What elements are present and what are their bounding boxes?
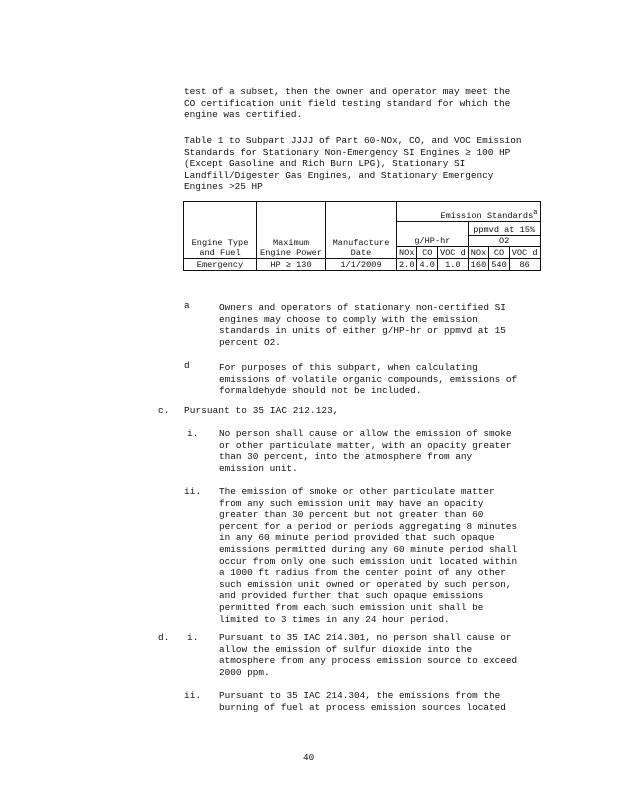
text-line: emissions permitted during any 60 minute period shall xyxy=(219,543,518,555)
text-line: a 1000 ft radius from the center point of any other xyxy=(219,567,506,579)
text-line: permitted from each such emission unit shall be xyxy=(219,601,484,613)
header-label: Engine Type and Fuel xyxy=(191,238,249,258)
text-line: than 30 percent, into the atmosphere from any xyxy=(219,451,473,463)
item-d-i-text xyxy=(219,632,517,678)
text-line: engines may choose to comply with the emission xyxy=(219,313,478,325)
text-line: 2000 ppm. xyxy=(219,666,270,678)
text-line: (Except Gasoline and Rich Burn LPG), Stationary SI xyxy=(184,158,466,170)
unit-co: CO xyxy=(489,247,509,259)
item-d-label: d. xyxy=(158,632,170,643)
cell: 540 xyxy=(489,259,509,271)
intro-paragraph xyxy=(184,86,510,121)
footnote-mark: a xyxy=(184,300,190,311)
text-line: atmosphere from any process emission source to exceed xyxy=(219,655,518,667)
footnote-a xyxy=(219,302,506,348)
text-line: Engines >25 HP xyxy=(184,181,263,193)
cell: Emergency xyxy=(184,259,257,271)
footnote-ref: a xyxy=(533,209,538,218)
text-line: Pursuant to 35 IAC 214.304, the emissions from the xyxy=(219,690,501,701)
item-d-ii-label: ii. xyxy=(184,690,202,701)
unit-nox: NOx xyxy=(468,247,488,259)
cell: 1.0 xyxy=(437,259,468,271)
text-line: and provided further that such opaque emissions xyxy=(219,590,484,602)
text-line: No person shall cause or allow the emission of smoke xyxy=(219,428,512,439)
text-line: The emission of smoke or other particulate matter xyxy=(219,486,495,497)
text-line: CO certification unit field testing standard for which the xyxy=(184,97,511,109)
header-max-power xyxy=(257,202,326,259)
text-line: from any such emission unit may have an opacity xyxy=(219,497,484,509)
unit-voc: VOC d xyxy=(509,247,540,259)
text-line: standards in units of either g/HP-hr or ppmvd at 15 xyxy=(219,325,506,337)
item-c-i-text xyxy=(219,428,512,474)
unit-co: CO xyxy=(417,247,437,259)
item-c-ii-text xyxy=(219,486,517,625)
item-c-ii-label: ii. xyxy=(184,486,202,497)
table-row xyxy=(184,259,541,271)
text-line: Pursuant to 35 IAC 214.301, no person shall cause or xyxy=(219,632,512,643)
text-line: in any 60 minute period provided that such opaque xyxy=(219,532,495,544)
text-line: such emission unit owned or operated by such person, xyxy=(219,578,512,590)
text-line: percent O2. xyxy=(219,336,281,348)
item-d-i-label: i. xyxy=(187,632,199,643)
text-line: emissions of volatile organic compounds, emissions of xyxy=(219,373,518,385)
header-label: Manufacture Date xyxy=(332,238,390,258)
header-label: g/HP-hr xyxy=(414,236,451,246)
emission-standards-table xyxy=(183,201,541,271)
page-number: 40 xyxy=(303,752,315,763)
cell: 2.0 xyxy=(397,259,417,271)
text-line: burning of fuel at process emission sources located xyxy=(219,701,506,713)
header-emission-standards xyxy=(397,202,541,222)
text-line: greater than 30 percent but not greater than 60 xyxy=(219,509,484,521)
text-line: limited to 3 times in any 24 hour period. xyxy=(219,613,450,625)
text-line: formaldehyde should not be included. xyxy=(219,385,422,397)
text-line: Standards for Stationary Non-Emergency SI Engines ≥ 100 HP xyxy=(184,146,511,158)
text-line: test of a subset, then the owner and operator may meet the xyxy=(184,86,511,97)
footnote-mark: d xyxy=(184,360,190,371)
header-label: Emission Standards xyxy=(440,211,534,221)
item-d-ii-text xyxy=(219,690,506,713)
header-o2 xyxy=(468,236,540,247)
table-caption xyxy=(184,135,522,193)
text-line: Table 1 to Subpart JJJJ of Part 60-NOx, CO, and VOC Emission xyxy=(184,135,522,146)
text-line: Owners and operators of stationary non-certified SI xyxy=(219,302,506,313)
header-label: O2 xyxy=(498,236,510,246)
text-line: For purposes of this subpart, when calculating xyxy=(219,362,478,373)
unit-voc: VOC d xyxy=(437,247,468,259)
item-c-i-label: i. xyxy=(187,428,199,439)
text-line: engine was certified. xyxy=(184,109,303,121)
header-ghp xyxy=(397,222,469,247)
footnote-d xyxy=(219,362,517,397)
header-ppmvd xyxy=(468,222,540,236)
item-c-text: Pursuant to 35 IAC 212.123, xyxy=(184,405,339,416)
unit-nox: NOx xyxy=(397,247,417,259)
cell: 160 xyxy=(468,259,488,271)
item-c-label: c. xyxy=(158,405,170,416)
cell: HP ≥ 130 xyxy=(257,259,326,271)
header-engine-type xyxy=(184,202,257,259)
header-manufacture-date xyxy=(326,202,397,259)
header-label: Maximum Engine Power xyxy=(260,238,322,258)
text-line: allow the emission of sulfur dioxide into the xyxy=(219,643,473,655)
text-line: Landfill/Digester Gas Engines, and Stationary Emergency xyxy=(184,169,494,181)
cell: 1/1/2009 xyxy=(326,259,397,271)
header-label: ppmvd at 15% xyxy=(473,225,536,235)
text-line: occur from only one such emission unit located within xyxy=(219,555,518,567)
text-line: or other particulate matter, with an opacity greater xyxy=(219,439,512,451)
text-line: emission unit. xyxy=(219,462,298,474)
cell: 86 xyxy=(509,259,540,271)
cell: 4.0 xyxy=(417,259,437,271)
text-line: percent for a period or periods aggregating 8 minutes xyxy=(219,520,518,532)
